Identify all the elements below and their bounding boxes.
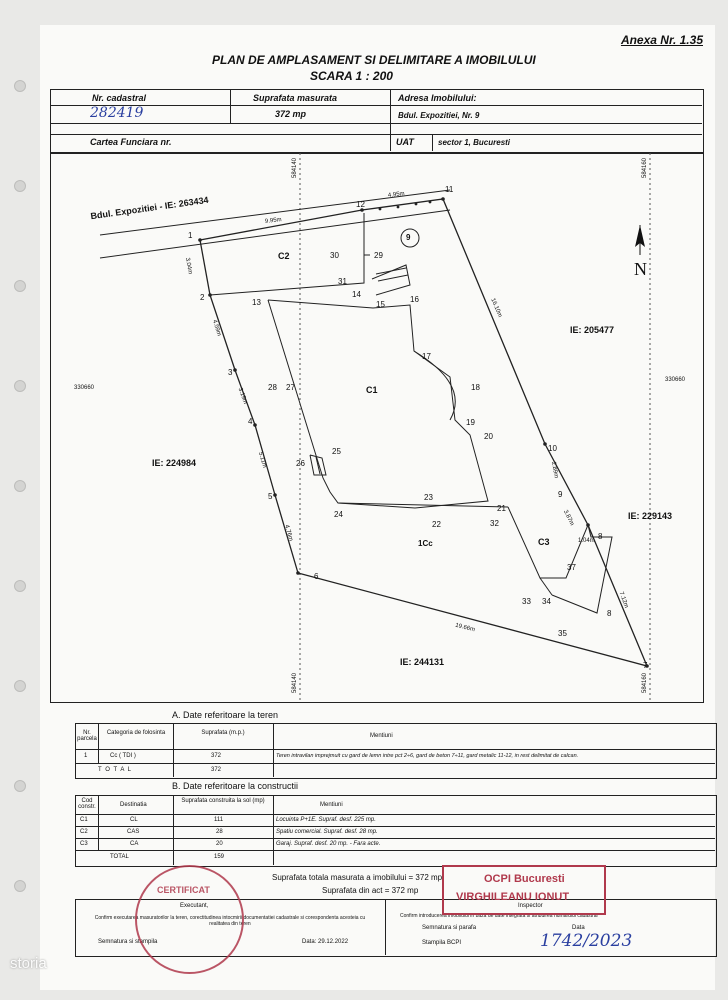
executant-sign: Semnatura si stampila <box>98 939 158 945</box>
point-27: 27 <box>286 383 295 392</box>
certificate-stamp-label: CERTIFICAT <box>157 885 210 895</box>
address-label: Adresa Imobilului: <box>398 93 477 103</box>
b-row3-sup: 20 <box>216 841 223 847</box>
point-15: 15 <box>376 300 385 309</box>
point-2: 2 <box>200 293 205 302</box>
b-row1-sup: 111 <box>214 817 224 823</box>
dim-3-4: 3.19m <box>236 387 249 405</box>
point-29: 29 <box>374 251 383 260</box>
point-30: 30 <box>330 251 339 260</box>
point-3: 3 <box>228 368 233 377</box>
dim-6-7: 19.66m <box>454 622 476 634</box>
inspector-sign: Semnatura si parafa <box>422 925 477 931</box>
b-row1-ment: Locuinta P+1E. Supraf. desf. 225 mp. <box>276 817 376 823</box>
ocpi-stamp-name: VIRGHILEANU IONUT <box>456 891 570 903</box>
point-12: 12 <box>356 200 365 209</box>
a-row-suprafata: 372 <box>211 753 222 759</box>
point-1: 1 <box>188 231 193 240</box>
point-21: 21 <box>497 504 506 513</box>
storia-watermark: storia <box>10 955 47 972</box>
point-18: 18 <box>471 383 480 392</box>
b-row3-cod: C3 <box>80 841 88 847</box>
a-header-mentiuni: Mentiuni <box>370 733 393 739</box>
point-31: 31 <box>338 277 347 286</box>
point-14: 14 <box>352 290 361 299</box>
a-header-parcela: Nr. parcela <box>77 730 97 742</box>
dim-10-9: 2.89m <box>549 461 559 479</box>
a-header-suprafata: Suprafata (m.p.) <box>201 730 245 736</box>
b-row3-dest: CA <box>130 841 139 847</box>
point-35: 35 <box>558 629 567 638</box>
north-arrow-icon <box>635 225 645 255</box>
dim-11-10: 16.10m <box>489 297 503 319</box>
point-11: 11 <box>445 185 454 194</box>
section-a-table <box>75 723 717 779</box>
ocpi-stamp <box>442 865 606 915</box>
point-19: 19 <box>466 418 475 427</box>
point-20: 20 <box>484 432 493 441</box>
a-row-parcela: 1 <box>84 753 88 759</box>
point-28: 28 <box>268 383 277 392</box>
inspector-date: Data <box>572 925 585 931</box>
coord-top-right: 584160 <box>642 157 649 179</box>
point-32: 32 <box>490 519 499 528</box>
point-5: 5 <box>268 492 273 501</box>
a-total-label: T O T A L <box>98 767 133 773</box>
coord-bottom-left: 584140 <box>292 672 299 694</box>
house-number: 9 <box>406 233 411 242</box>
area-value: 372 mp <box>275 109 307 119</box>
point-6: 6 <box>314 572 319 581</box>
b-header-cod: Cod constr. <box>78 798 96 810</box>
b-header-suprafata: Suprafata construita la sol (mp) <box>181 798 265 804</box>
ocpi-stamp-title: OCPI Bucuresti <box>484 873 565 885</box>
neighbor-se: IE: 229143 <box>628 511 673 521</box>
dim-12-11: 4.95m <box>387 191 405 199</box>
dim-4-5: 5.11m <box>256 451 268 469</box>
b-header-destinatia: Destinatia <box>120 802 147 808</box>
binder-holes <box>8 0 28 1000</box>
a-total-value: 372 <box>211 767 222 773</box>
dim-9-8: 3.87m <box>561 509 575 527</box>
neighbor-s: IE: 244131 <box>400 657 445 667</box>
point-17: 17 <box>422 352 431 361</box>
inspector-label: Inspector <box>518 903 543 909</box>
point-7: 7 <box>643 661 648 670</box>
b-row1-cod: C1 <box>80 817 88 823</box>
point-24: 24 <box>334 510 343 519</box>
b-row2-sup: 28 <box>216 829 223 835</box>
b-row2-ment: Spatiu comercial. Supraf. desf. 28 mp. <box>276 829 378 835</box>
uat-value: sector 1, Bucuresti <box>438 138 511 147</box>
dim-8-37: 1.04m <box>578 538 595 544</box>
point-8-b: 8 <box>607 609 612 618</box>
uat-label: UAT <box>396 137 414 147</box>
dim-2-3: 4.59m <box>210 319 222 337</box>
registration-number: 1742/2023 <box>540 931 633 951</box>
dim-1-12: 9.95m <box>264 217 282 225</box>
scale-label: SCARA 1 : 200 <box>310 69 393 83</box>
cadastral-value: 282419 <box>90 105 144 121</box>
executant-date: Data: 29.12.2022 <box>302 939 349 945</box>
section-a-title: A. Date referitoare la teren <box>172 710 279 720</box>
point-9: 9 <box>558 490 563 499</box>
point-34: 34 <box>542 597 551 606</box>
a-row-categoria: Cc ( TDI ) <box>110 753 136 759</box>
point-16: 16 <box>410 295 419 304</box>
coord-left: 330660 <box>74 385 95 391</box>
point-4: 4 <box>248 417 253 426</box>
dim-8-7: 7.12m <box>617 591 630 609</box>
point-13: 13 <box>252 298 261 307</box>
executant-text: Confirm executarea masuratorilor la teren, corectitudinea intocmirii documentatiei cadastrale si corespondenta acesteia cu realitatea din teren <box>94 915 366 927</box>
b-header-mentiuni: Mentiuni <box>320 802 343 808</box>
point-25: 25 <box>332 447 341 456</box>
area-label: Suprafata masurata <box>253 93 338 103</box>
cadastral-label: Nr. cadastral <box>92 93 147 103</box>
building-c1: C1 <box>366 385 378 395</box>
b-row2-cod: C2 <box>80 829 88 835</box>
b-row3-ment: Garaj. Supraf. desf. 20 mp. - Fara acte. <box>276 841 381 847</box>
coord-bottom-right: 584160 <box>642 672 649 694</box>
coord-right: 330660 <box>665 377 686 383</box>
summary-measured: Suprafata totala masurata a imobilului = 372 mp <box>272 873 443 882</box>
stamp-bcpi-label: Stampila BCPI <box>422 940 462 946</box>
summary-act: Suprafata din act = 372 mp <box>322 886 419 895</box>
neighbor-w: IE: 224984 <box>152 458 197 468</box>
coord-top-left: 584140 <box>292 157 299 179</box>
page-title: PLAN DE AMPLASAMENT SI DELIMITARE A IMOBILULUI <box>212 53 536 67</box>
dim-1-2: 3.04m <box>183 257 193 275</box>
point-37: 37 <box>567 563 576 572</box>
b-total-label: TOTAL <box>110 854 129 860</box>
street-label: Bdul. Expozitiei - IE: 263434 <box>89 194 210 222</box>
point-23: 23 <box>424 493 433 502</box>
site-plan-drawing <box>40 25 715 715</box>
inspector-text: Confirm introducerea imobilului in baza de date integrata si atribuirea numarului cadastral <box>400 913 598 919</box>
parcel-label: 1Cc <box>418 539 433 548</box>
building-c3: C3 <box>538 537 550 547</box>
b-row1-dest: CL <box>130 817 138 823</box>
cf-label: Cartea Funciara nr. <box>90 137 172 147</box>
point-10: 10 <box>548 444 557 453</box>
point-33: 33 <box>522 597 531 606</box>
point-22: 22 <box>432 520 441 529</box>
b-row2-dest: CAS <box>127 829 140 835</box>
certificate-stamp <box>135 865 244 974</box>
section-b-title: B. Date referitoare la constructii <box>172 781 299 791</box>
dim-5-6: 4.76m <box>283 524 294 542</box>
building-c2: C2 <box>278 251 290 261</box>
a-header-categoria: Categoria de folosinta <box>106 730 166 736</box>
executant-label: Executant, <box>180 903 209 909</box>
document-sheet <box>10 25 715 990</box>
annex-number: Anexa Nr. 1.35 <box>620 33 703 47</box>
address-value: Bdul. Expozitiei, Nr. 9 <box>398 111 480 120</box>
section-b-table <box>75 795 717 867</box>
north-label: N <box>634 259 647 279</box>
a-row-mentiuni: Teren intravilan imprejmuit cu gard de lemn intre pct 2÷6, gard de beton 7÷11, gard metalic 11-12, in rest delimitat de calcan. <box>276 753 579 759</box>
point-26: 26 <box>296 459 305 468</box>
b-total-value: 159 <box>214 854 225 860</box>
neighbor-e: IE: 205477 <box>570 325 615 335</box>
point-8-a: 8 <box>598 532 603 541</box>
